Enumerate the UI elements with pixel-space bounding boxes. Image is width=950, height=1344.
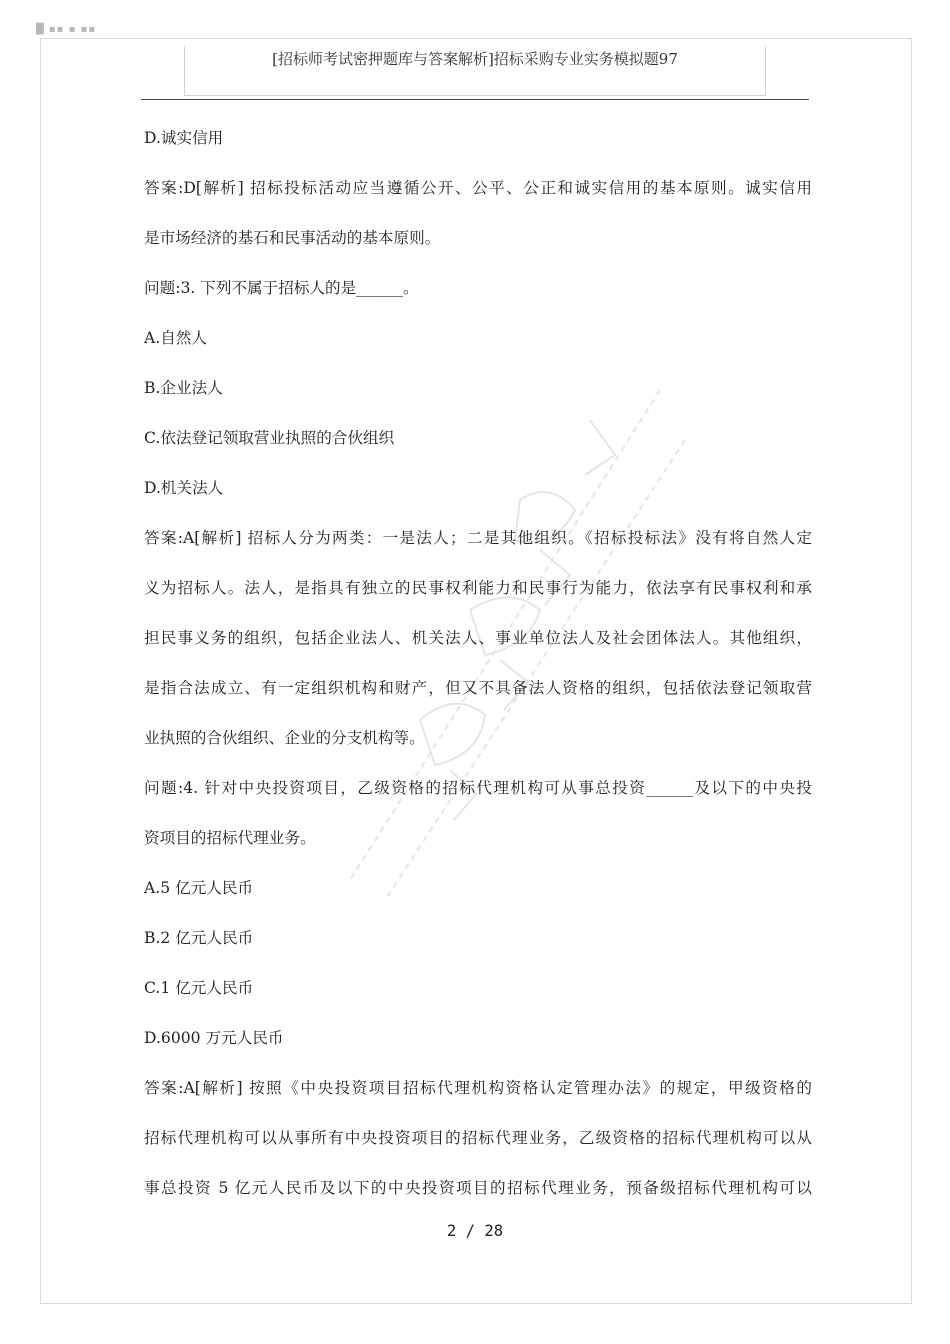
document-body xyxy=(144,120,812,1220)
option-text: B.2 亿元人民币 xyxy=(144,929,254,947)
question-text: 问题:4. 针对中央投资项目，乙级资格的招标代理机构可从事总投资______及以下的中央投 xyxy=(144,779,812,797)
option-text: B.企业法人 xyxy=(144,379,223,397)
answer-text: 是市场经济的基石和民事活动的基本原则。 xyxy=(144,229,441,247)
option-text: A.自然人 xyxy=(144,329,207,347)
option-text: D.6000 万元人民币 xyxy=(144,1029,284,1047)
header-divider xyxy=(141,99,809,100)
question-text: 资项目的招标代理业务。 xyxy=(144,829,316,847)
question-text: 问题:3. 下列不属于招标人的是______。 xyxy=(144,279,419,297)
option-text: D.诚实信用 xyxy=(144,129,224,147)
answer-text: 事总投资 5 亿元人民币及以下的中央投资项目的招标代理业务，预备级招标代理机构可以 xyxy=(144,1179,812,1197)
option-text: D.机关法人 xyxy=(144,479,224,497)
answer-text: 业执照的合伙组织、企业的分支机构等。 xyxy=(144,729,425,747)
answer-text: 答案:A[解析] 招标人分为两类：一是法人；二是其他组织。《招标投标法》没有将自然人定 xyxy=(144,529,812,547)
answer-text: 答案:A[解析] 按照《中央投资项目招标代理机构资格认定管理办法》的规定，甲级资格的 xyxy=(144,1079,812,1097)
corner-mark: █ ▪▪ ▪ ▪▪ xyxy=(36,24,97,35)
answer-text: 是指合法成立、有一定组织机构和财产，但又不具备法人资格的组织，包括依法登记领取营 xyxy=(144,679,812,697)
answer-text: 义为招标人。法人，是指具有独立的民事权利能力和民事行为能力，依法享有民事权利和承 xyxy=(144,579,812,597)
option-text: C.1 亿元人民币 xyxy=(144,979,254,997)
option-text: C.依法登记领取营业执照的合伙组织 xyxy=(144,429,395,447)
answer-text: 招标代理机构可以从事所有中央投资项目的招标代理业务，乙级资格的招标代理机构可以从 xyxy=(144,1129,812,1147)
document-title: [招标师考试密押题库与答案解析]招标采购专业实务模拟题97 xyxy=(272,50,678,68)
page-number: 2 / 28 xyxy=(446,1222,504,1240)
answer-text: 担民事义务的组织，包括企业法人、机关法人、事业单位法人及社会团体法人。其他组织， xyxy=(144,629,812,647)
option-text: A.5 亿元人民币 xyxy=(144,879,254,897)
answer-text: 答案:D[解析] 招标投标活动应当遵循公开、公平、公正和诚实信用的基本原则。诚实信用 xyxy=(144,179,812,197)
